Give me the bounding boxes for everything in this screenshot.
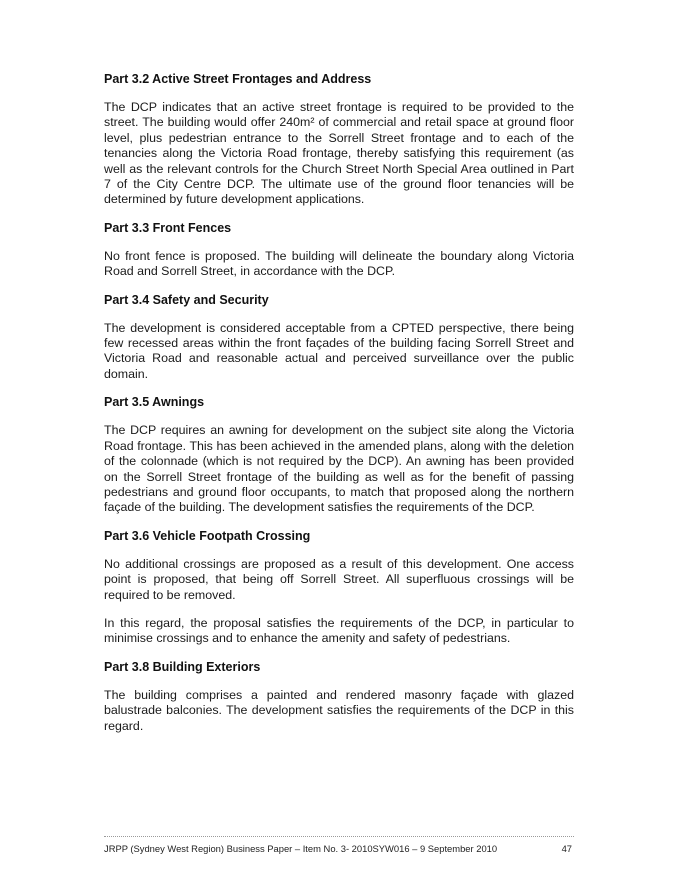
section-heading: Part 3.4 Safety and Security bbox=[104, 292, 269, 307]
footer-text: JRPP (Sydney West Region) Business Paper – Item No. 3- 2010SYW016 – 9 September 2010 bbox=[104, 843, 498, 854]
section-paragraph: The development is considered acceptable from a CPTED perspective, there being few recessed areas within the front façades of the building facing Sorrell Street and Victoria Road and reasonable actual and perceived surveillance over the public domain. bbox=[104, 320, 574, 381]
section-paragraph: The DCP requires an awning for development on the subject site along the Victoria Road frontage. This has been achieved in the amended plans, along with the deletion of the colonnade (which is not required by the DCP). An awning has been provided on the Sorrell Street frontage of the building as well as for the benefit of passing pedestrians and ground floor occupants, to match that proposed along the northern façade of the building. The development satisfies the requirements of the DCP. bbox=[104, 423, 574, 515]
section-heading: Part 3.8 Building Exteriors bbox=[104, 659, 261, 674]
section-heading: Part 3.5 Awnings bbox=[104, 395, 205, 410]
section-active-street-frontages bbox=[104, 72, 574, 208]
section-awnings bbox=[104, 395, 574, 515]
section-heading: Part 3.6 Vehicle Footpath Crossing bbox=[104, 528, 311, 543]
section-heading: Part 3.2 Active Street Frontages and Address bbox=[104, 72, 372, 86]
section-paragraph: In this regard, the proposal satisfies the requirements of the DCP, in particular to minimise crossings and to enhance the amenity and safety of pedestrians. bbox=[104, 615, 574, 646]
section-paragraph: No front fence is proposed. The building will delineate the boundary along Victoria Road and Sorrell Street, in accordance with the DCP. bbox=[104, 248, 574, 279]
section-safety-and-security bbox=[104, 293, 574, 383]
section-paragraph: No additional crossings are proposed as a result of this development. One access point is proposed, that being off Sorrell Street. All superfluous crossings will be required to be removed. bbox=[104, 556, 574, 602]
section-paragraph: The DCP indicates that an active street frontage is required to be provided to the street. The building would offer 240m² of commercial and retail space at ground floor level, plus pedestrian entrance to the Sorrell Street frontage and to each of the tenancies along the Victoria Road frontage, thereby satisfying this requirement (as well as the relevant controls for the Church Street North Special Area outlined in Part 7 of the City Centre DCP. The ultimate use of the ground floor tenancies will be determined by future development applications. bbox=[104, 100, 574, 207]
section-front-fences bbox=[104, 221, 574, 280]
page-number: 47 bbox=[561, 843, 572, 854]
section-paragraph: The building comprises a painted and rendered masonry façade with glazed balustrade balconies. The development satisfies the requirements of the DCP in this regard. bbox=[104, 687, 574, 733]
page-footer bbox=[104, 836, 574, 855]
section-heading: Part 3.3 Front Fences bbox=[104, 220, 232, 235]
section-building-exteriors bbox=[104, 660, 574, 734]
section-vehicle-footpath-crossing bbox=[104, 529, 574, 647]
document-body bbox=[104, 72, 574, 747]
